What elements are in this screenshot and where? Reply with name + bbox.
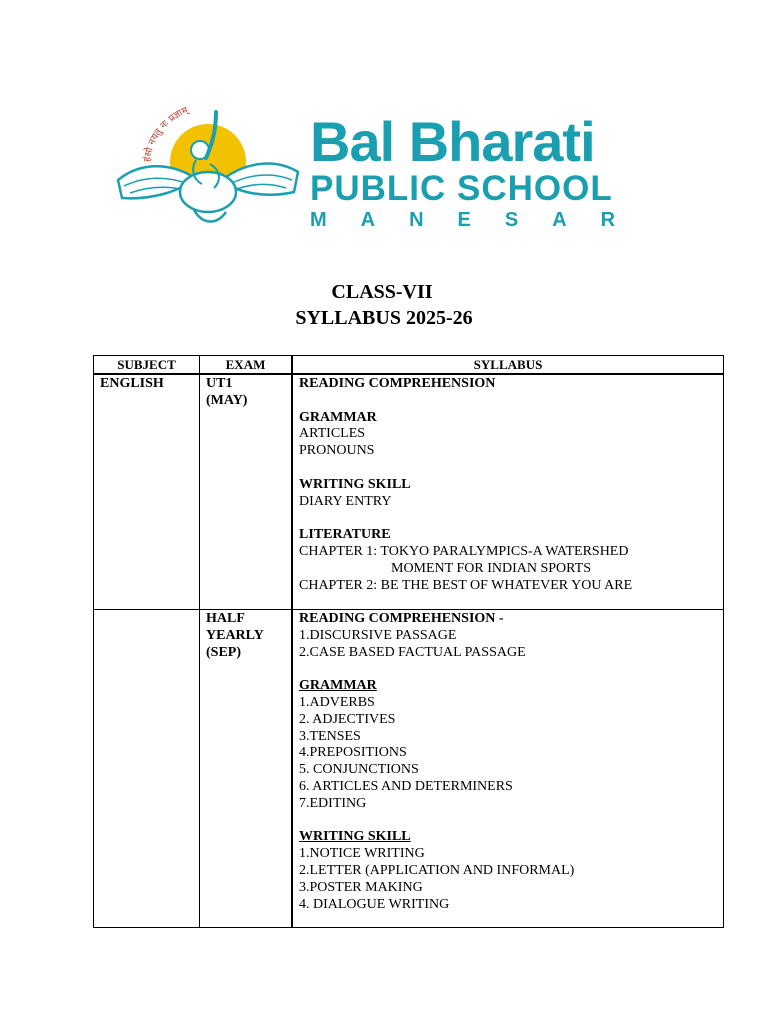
school-name: Bal Bharati (310, 110, 595, 173)
syllabus-item: 1.ADVERBS (299, 694, 375, 710)
exam-name: YEARLY (206, 627, 264, 643)
document-title (0, 279, 768, 331)
section-heading: READING COMPREHENSION - (299, 611, 504, 626)
table-row (94, 374, 724, 610)
syllabus-item: 2.LETTER (APPLICATION AND INFORMAL) (299, 862, 575, 878)
section-heading: GRAMMAR (299, 409, 377, 425)
syllabus-title: SYLLABUS 2025-26 (295, 307, 473, 329)
exam-month: (SEP) (206, 644, 241, 660)
syllabus-item: 1.NOTICE WRITING (299, 846, 425, 862)
column-header-exam: EXAM (200, 356, 293, 375)
section-heading: WRITING SKILL (299, 476, 411, 492)
syllabus-item: 7.EDITING (299, 795, 367, 811)
syllabus-item: 6. ARTICLES AND DETERMINERS (299, 778, 513, 794)
exam-name: UT1 (206, 376, 233, 391)
syllabus-item: 2. ADJECTIVES (299, 711, 396, 727)
svg-text:हंसो नयतु नः प्रज्ञाम्: हंसो नयतु नः प्रज्ञाम् (141, 104, 190, 163)
subject-cell (94, 610, 200, 928)
syllabus-item: ARTICLES (299, 426, 366, 442)
class-title: CLASS-VII (331, 281, 433, 303)
table-row (94, 610, 724, 928)
syllabus-item: CHAPTER 2: BE THE BEST OF WHATEVER YOU ARE (299, 577, 633, 593)
syllabus-cell (292, 374, 724, 610)
motto-arc (110, 100, 305, 240)
exam-cell (200, 374, 293, 610)
syllabus-item: 4. DIALOGUE WRITING (299, 896, 450, 912)
syllabus-item: CHAPTER 1: TOKYO PARALYMPICS-A WATERSHED (299, 543, 629, 559)
school-logo (110, 100, 650, 250)
section-heading: LITERATURE (299, 527, 391, 543)
column-header-syllabus: SYLLABUS (292, 356, 724, 375)
subject-cell (94, 374, 200, 610)
section-heading: GRAMMAR (299, 678, 377, 694)
school-type: PUBLIC SCHOOL (310, 169, 613, 208)
exam-name: HALF (206, 611, 245, 626)
section-heading: WRITING SKILL (299, 829, 411, 845)
exam-month: (MAY) (206, 392, 248, 408)
exam-cell (200, 610, 293, 928)
syllabus-cell (292, 610, 724, 928)
syllabus-item: 2.CASE BASED FACTUAL PASSAGE (299, 644, 526, 660)
school-location: MANESAR (310, 209, 650, 231)
syllabus-item: 3.POSTER MAKING (299, 879, 423, 895)
syllabus-item: 5. CONJUNCTIONS (299, 762, 419, 778)
table-header-row (94, 356, 724, 375)
column-header-subject: SUBJECT (94, 356, 200, 375)
school-wordmark (310, 110, 650, 232)
syllabus-item: 3.TENSES (299, 728, 361, 744)
syllabus-item: 1.DISCURSIVE PASSAGE (299, 627, 457, 643)
syllabus-item: MOMENT FOR INDIAN SPORTS (391, 560, 591, 576)
syllabus-item: 4.PREPOSITIONS (299, 745, 407, 761)
section-heading: READING COMPREHENSION (299, 376, 496, 391)
syllabus-item: DIARY ENTRY (299, 493, 392, 509)
subject-name: ENGLISH (100, 376, 164, 391)
syllabus-table (93, 355, 724, 928)
syllabus-item: PRONOUNS (299, 443, 375, 459)
